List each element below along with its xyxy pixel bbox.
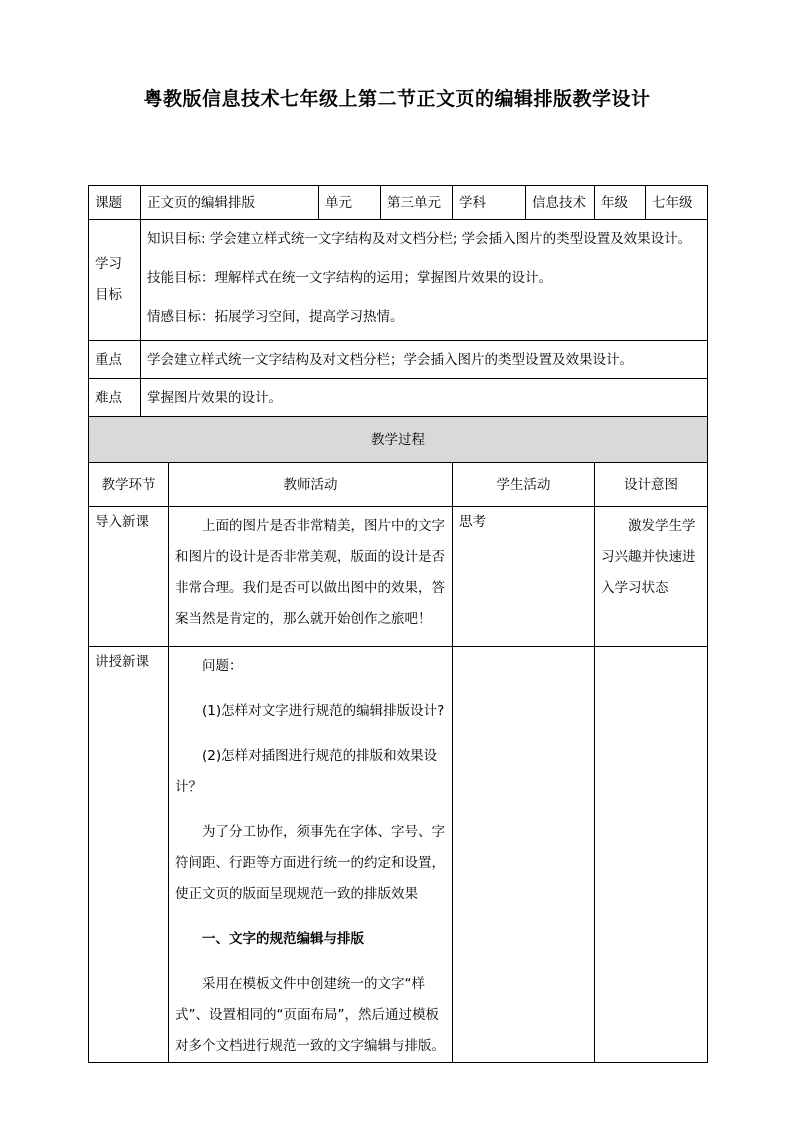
topic-value: 正文页的编辑排版	[141, 186, 319, 220]
intro-stage: 导入新课	[89, 507, 169, 647]
intro-student: 思考	[453, 507, 595, 647]
difficulty-text: 掌握图片效果的设计。	[141, 379, 708, 417]
lecture-intent	[595, 647, 708, 1063]
lecture-q2: (2)怎样对插图进行规范的排版和效果设计？	[175, 748, 438, 795]
goals-content	[141, 220, 708, 341]
label-unit: 单元	[319, 186, 381, 220]
lecture-para2: 采用在模板文件中创建统一的文字“样式”、设置相同的“页面布局”，然后通过模板对多个文档进行规范一致的文字编辑与排版。	[175, 976, 445, 1054]
difficulty-row	[89, 379, 708, 417]
header-stage: 教学环节	[89, 463, 169, 507]
intro-teacher-cell	[169, 507, 453, 647]
intro-intent-text: 激发学生学习兴趣并快速进入学习状态	[601, 518, 696, 596]
lecture-question-label: 问题：	[202, 658, 243, 674]
label-grade: 年级	[595, 186, 646, 220]
lecture-stage: 讲授新课	[89, 647, 169, 1063]
label-difficulty: 难点	[89, 379, 141, 417]
label-topic: 课题	[89, 186, 141, 220]
goal-knowledge: 知识目标: 学会建立样式统一文字结构及对文档分栏; 学会插入图片的类型设置及效果设计。	[147, 231, 692, 247]
subject-value: 信息技术	[526, 186, 595, 220]
label-goals	[89, 220, 141, 341]
lecture-teacher-cell	[169, 647, 453, 1063]
goals-row	[89, 220, 708, 341]
info-row	[89, 186, 708, 220]
lecture-para1: 为了分工协作，须事先在字体、字号、字符间距、行距等方面进行统一的约定和设置，使正文页的版面呈现规范一致的排版效果	[175, 824, 445, 902]
header-student: 学生活动	[453, 463, 595, 507]
label-subject: 学科	[453, 186, 526, 220]
lecture-q1: (1)怎样对文字进行规范的编辑排版设计?	[202, 703, 445, 719]
intro-row	[89, 507, 708, 647]
intro-teacher-text: 上面的图片是否非常精美，图片中的文字和图片的设计是否非常美观，版面的设计是否非常合理。我们是否可以做出图中的效果，答案当然是肯定的，那么就开始创作之旅吧！	[175, 518, 445, 627]
header-teacher: 教师活动	[169, 463, 453, 507]
lecture-row	[89, 647, 708, 1063]
process-header-row	[89, 463, 708, 507]
goal-emotion: 情感目标：拓展学习空间，提高学习热情。	[147, 309, 404, 325]
key-point-text: 学会建立样式统一文字结构及对文档分栏；学会插入图片的类型设置及效果设计。	[141, 341, 708, 379]
intro-intent-cell	[595, 507, 708, 647]
process-section-title: 教学过程	[89, 417, 708, 463]
grade-value: 七年级	[646, 186, 708, 220]
key-point-row	[89, 341, 708, 379]
label-goals-line1: 学习	[95, 256, 122, 272]
label-key-point: 重点	[89, 341, 141, 379]
goal-skill: 技能目标：理解样式在统一文字结构的运用；掌握图片效果的设计。	[147, 270, 552, 286]
process-section-row	[89, 417, 708, 463]
lesson-plan-table	[88, 185, 708, 1063]
unit-value: 第三单元	[381, 186, 453, 220]
document-title: 粤教版信息技术七年级上第二节正文页的编辑排版教学设计	[143, 88, 651, 110]
label-goals-line2: 目标	[95, 287, 122, 303]
lecture-student	[453, 647, 595, 1063]
header-intent: 设计意图	[595, 463, 708, 507]
lecture-section1-heading: 一、文字的规范编辑与排版	[202, 931, 364, 947]
